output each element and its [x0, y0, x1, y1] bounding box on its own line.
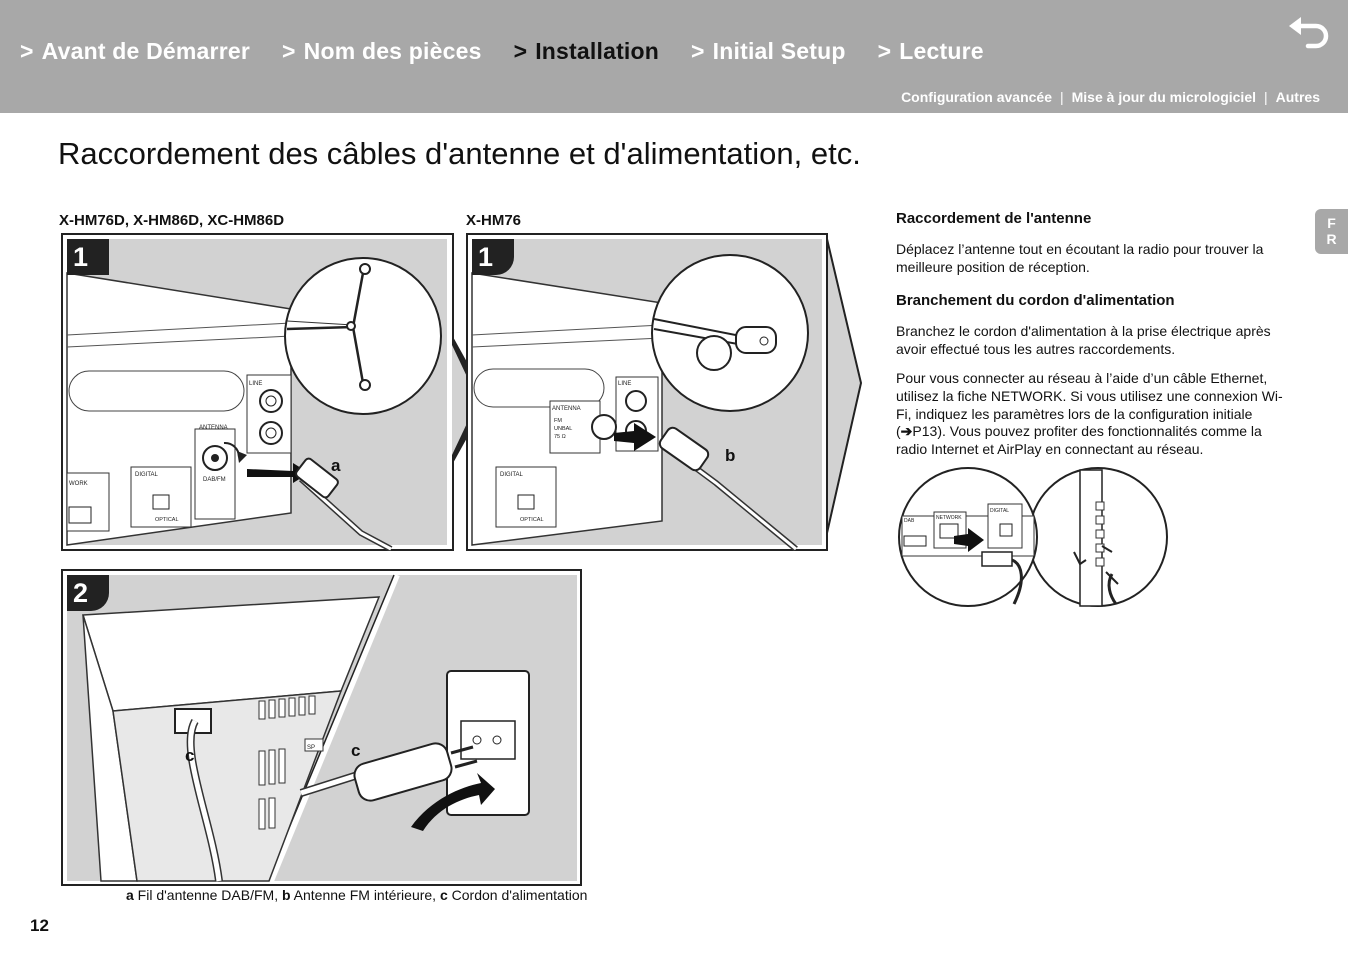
callout-b: b [725, 446, 736, 465]
nav-item-lecture[interactable] [878, 38, 984, 65]
power-section-title: Branchement du cordon d'alimentation [896, 292, 1175, 310]
network-section-text [896, 370, 1296, 458]
page-title: Raccordement des câbles d'antenne et d'alimentation, etc. [58, 136, 861, 171]
unbal-label: UNBAL [554, 426, 573, 432]
callout-c-left: c [185, 746, 195, 765]
caption-text-c: Cordon d'alimentation [447, 887, 588, 903]
optical-label: OPTICAL [155, 517, 179, 523]
nav-item-installation[interactable] [514, 38, 659, 65]
page-number: 12 [30, 916, 49, 935]
caption-letter-b: b [281, 887, 291, 903]
nav-item-initial-setup[interactable] [691, 38, 846, 65]
caption-text-a: Fil d'antenne DAB/FM, [133, 887, 282, 903]
antenna-section-text: Déplacez l’antenne tout en écoutant la radio pour trouver la meilleure position de réception. [896, 241, 1264, 275]
digital-port-label: DIGITAL [990, 508, 1010, 514]
sub-link-configuration-avancee[interactable]: Configuration avancée [901, 89, 1052, 105]
illustration-antenna-dab-fm [61, 233, 454, 551]
model-label-right: X-HM76 [466, 212, 522, 229]
return-arrow-icon[interactable] [1286, 14, 1330, 54]
callout-c-right: c [351, 741, 361, 760]
antenna-section-title: Raccordement de l'antenne [896, 210, 1092, 227]
sub-link-mise-a-jour[interactable]: Mise à jour du micrologiciel [1071, 89, 1256, 105]
dab-label: DAB [904, 518, 915, 524]
nav-item-label: Initial Setup [712, 38, 846, 64]
language-tab-letter: F [1327, 215, 1336, 231]
language-tab-letter: R [1326, 231, 1337, 247]
network-label: WORK [69, 481, 88, 487]
step-badge-2: 2 [73, 578, 89, 608]
step-badge-1-right: 1 [478, 242, 494, 272]
main-nav [20, 38, 984, 65]
network-port-label: NETWORK [936, 515, 962, 521]
nav-chevron-icon: > [20, 38, 34, 64]
nav-chevron-icon: > [513, 38, 528, 64]
nav-chevron-icon: > [282, 38, 296, 64]
nav-item-label: Installation [535, 38, 660, 64]
caption-letter-a: a [126, 887, 134, 903]
sub-navigation [901, 89, 1320, 105]
step-badge-1-left: 1 [73, 242, 89, 272]
illustration-fm-antenna [466, 233, 864, 551]
caption-letter-c: c [439, 887, 448, 903]
optical-label: OPTICAL [520, 517, 544, 523]
caption-text-b: Antenne FM intérieure, [290, 887, 440, 903]
nav-item-nom-des-pieces[interactable] [282, 38, 482, 65]
digital-in-label: DIGITAL [500, 472, 523, 478]
illustration-power-cord [61, 569, 583, 887]
top-navigation-bar [0, 0, 1348, 113]
nav-item-label: Nom des pièces [303, 38, 482, 64]
sub-link-autres[interactable]: Autres [1275, 89, 1320, 105]
nav-item-label: Lecture [899, 38, 984, 64]
language-tab [1315, 209, 1348, 254]
callout-a: a [331, 456, 341, 475]
line-in-label: LINE [618, 381, 632, 387]
page-ref-arrow-icon: ➔ [900, 423, 913, 440]
line-in-label: LINE [249, 381, 263, 387]
sub-separator: | [1264, 89, 1268, 105]
dab-fm-label: DAB/FM [203, 477, 226, 483]
illustration-network-connection [896, 464, 1170, 610]
fm-label: FM [554, 418, 562, 424]
figure-caption [126, 887, 587, 903]
sp-label: SP [307, 745, 316, 751]
network-text-part1: Pour vous connecter au réseau à l’aide d’un câble Ethernet, utilisez la fiche NETWORK. Si vous utilisez une connexion Wi-Fi, indiquez les paramètres lors de la configuration initiale ( [896, 370, 1283, 440]
network-text-part2: ). Vous pouvez profiter des fonctionnalités comme la radio Internet et AirPlay en connectant au réseau. [896, 423, 1262, 457]
digital-in-label: DIGITAL [135, 472, 158, 478]
sub-separator: | [1059, 89, 1064, 105]
model-label-left: X-HM76D, X-HM86D, XC-HM86D [59, 212, 285, 229]
antenna-label: ANTENNA [552, 406, 581, 412]
power-section-text: Branchez le cordon d'alimentation à la prise électrique après avoir effectué tous les autres raccordements. [896, 323, 1271, 357]
nav-chevron-icon: > [877, 38, 892, 64]
instructions-column [896, 210, 1296, 470]
ohm-label: 75 Ω [554, 434, 566, 440]
nav-item-avant-de-demarrer[interactable] [20, 38, 250, 65]
nav-item-label: Avant de Démarrer [41, 38, 250, 64]
antenna-label: ANTENNA [199, 425, 228, 431]
nav-chevron-icon: > [691, 38, 705, 64]
page-ref-link[interactable]: P13 [912, 423, 938, 440]
